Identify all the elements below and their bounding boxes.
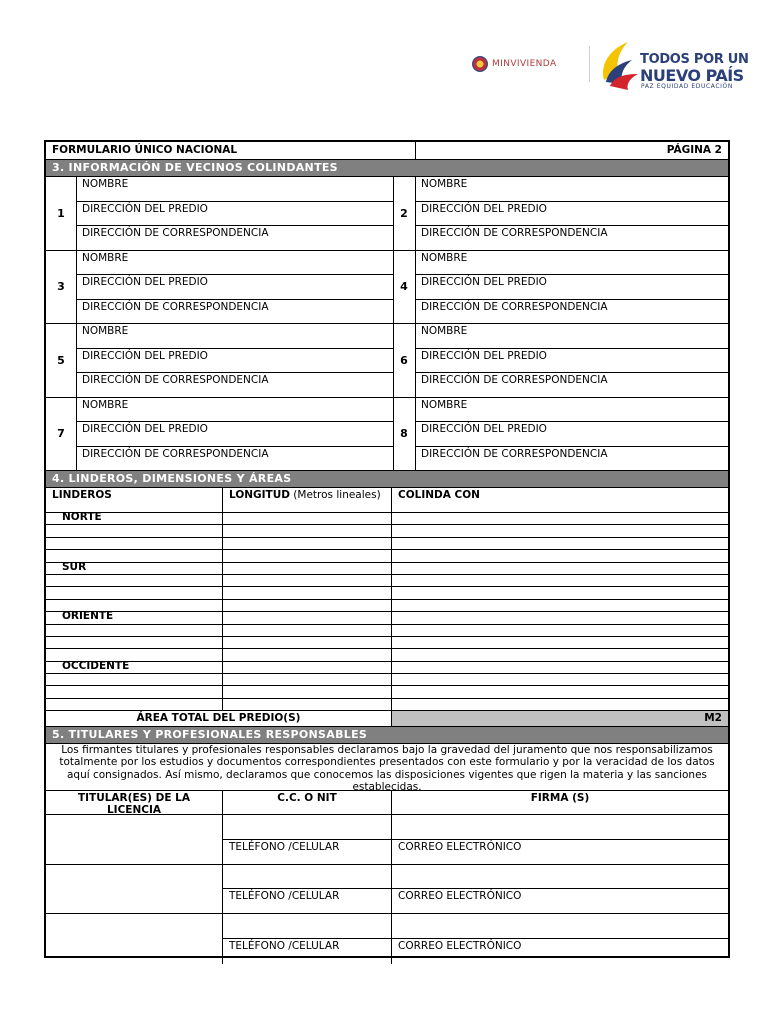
boundary-label-west: OCCIDENTE — [62, 659, 130, 672]
boundary-row[interactable] — [46, 550, 728, 562]
holder-details — [223, 815, 728, 864]
holder-email-field[interactable]: CORREO ELECTRÓNICO — [398, 840, 522, 853]
form-title: FORMULARIO ÚNICO NACIONAL — [46, 142, 416, 159]
holder-signature-field[interactable] — [392, 865, 728, 889]
total-area-label: ÁREA TOTAL DEL PREDIO(S) — [46, 711, 392, 726]
boundary-row[interactable] — [46, 587, 728, 599]
boundary-row[interactable] — [46, 674, 728, 686]
holder-id-field[interactable] — [223, 815, 392, 839]
neighbor-property-address-field[interactable]: DIRECCIÓN DEL PREDIO — [76, 422, 393, 447]
neighbor-property-address-field[interactable]: DIRECCIÓN DEL PREDIO — [415, 349, 728, 374]
holder-id-field[interactable] — [223, 914, 392, 938]
boundaries-header-row — [46, 488, 728, 513]
neighbor-mail-address-field[interactable]: DIRECCIÓN DE CORRESPONDENCIA — [82, 447, 269, 460]
boundary-label-north: NORTE — [62, 511, 102, 523]
holder-row — [46, 865, 728, 915]
flag-swoosh-icon — [598, 36, 642, 92]
neighbor-mail-address-field[interactable]: DIRECCIÓN DE CORRESPONDENCIA — [421, 374, 608, 386]
slogan-line3: PAZ EQUIDAD EDUCACIÓN — [641, 83, 733, 90]
section3-header: 3. INFORMACIÓN DE VECINOS COLINDANTES — [46, 160, 728, 177]
slogan-line2: NUEVO PAÍS — [640, 66, 744, 85]
neighbor-number: 2 — [393, 177, 416, 250]
neighbor-name-field[interactable]: NOMBRE — [76, 177, 393, 202]
neighbor-name-field[interactable]: NOMBRE — [415, 324, 728, 349]
slogan-line1: TODOS POR UN — [640, 52, 749, 67]
holders-header-row — [46, 791, 728, 815]
holder-email-field[interactable]: CORREO ELECTRÓNICO — [398, 890, 522, 903]
boundary-row[interactable] — [46, 538, 728, 550]
col-adjoins-header: COLINDA CON — [398, 489, 480, 501]
neighbor-name-field[interactable]: NOMBRE — [76, 398, 393, 423]
declaration-text: Los firmantes titulares y profesionales responsables declaramos bajo la gravedad del juramento que nos responsabilizamos totalmente por los estudios y documentos correspondientes presentados con este formulario y por la veracidad de los datos aquí consignados. Así mismo, declaramos que conocemos las disposiciones vigentes que rigen la materia y las sanciones establecidas. — [46, 744, 728, 791]
neighbor-number: 5 — [46, 324, 77, 397]
neighbor-property-address-field[interactable]: DIRECCIÓN DEL PREDIO — [76, 202, 393, 227]
neighbor-name-field[interactable]: NOMBRE — [76, 324, 393, 349]
minvivienda-logo — [472, 52, 582, 76]
section5-header: 5. TITULARES Y PROFESIONALES RESPONSABLES — [46, 727, 728, 744]
neighbor-number: 4 — [393, 251, 416, 324]
boundary-label-south: SUR — [62, 560, 87, 573]
neighbor-number: 8 — [393, 398, 416, 471]
boundary-row[interactable] — [46, 612, 728, 624]
boundary-row[interactable] — [46, 625, 728, 637]
neighbor-fields — [76, 177, 394, 250]
neighbor-mail-address-field[interactable]: DIRECCIÓN DE CORRESPONDENCIA — [421, 300, 608, 313]
holder-name-field[interactable] — [46, 914, 223, 964]
boundary-row[interactable] — [46, 649, 728, 661]
total-area-unit: M2 — [704, 712, 722, 725]
col-length-title: LONGITUD — [229, 489, 290, 501]
boundaries-grid — [46, 513, 728, 711]
holder-phone-field[interactable]: TELÉFONO /CELULAR — [223, 889, 392, 913]
neighbor-name-field[interactable]: NOMBRE — [415, 251, 728, 276]
neighbor-fields — [415, 251, 728, 324]
total-area-field[interactable] — [392, 711, 728, 726]
holder-details — [223, 914, 728, 964]
boundary-row[interactable] — [46, 637, 728, 649]
holder-row — [46, 815, 728, 865]
neighbor-fields — [415, 177, 728, 250]
neighbor-mail-address-field[interactable]: DIRECCIÓN DE CORRESPONDENCIA — [82, 227, 269, 239]
neighbor-property-address-field[interactable]: DIRECCIÓN DEL PREDIO — [415, 202, 728, 227]
col-id-header: C.C. O NIT — [223, 791, 392, 814]
neighbor-number: 7 — [46, 398, 77, 471]
holder-details — [223, 865, 728, 914]
neighbor-property-address-field[interactable]: DIRECCIÓN DEL PREDIO — [76, 275, 393, 300]
neighbor-property-address-field[interactable]: DIRECCIÓN DEL PREDIO — [415, 275, 728, 300]
neighbor-mail-address-field[interactable]: DIRECCIÓN DE CORRESPONDENCIA — [421, 447, 608, 460]
boundary-row[interactable] — [46, 659, 728, 674]
neighbor-mail-address-field[interactable]: DIRECCIÓN DE CORRESPONDENCIA — [421, 227, 608, 239]
boundary-row[interactable] — [46, 686, 728, 698]
neighbor-mail-address-field[interactable]: DIRECCIÓN DE CORRESPONDENCIA — [82, 374, 269, 386]
col-signature-header: FIRMA (S) — [530, 792, 590, 805]
neighbor-row — [46, 324, 728, 398]
ministry-logo-text: MINVIVIENDA — [492, 59, 557, 69]
holder-email-field[interactable]: CORREO ELECTRÓNICO — [398, 939, 522, 952]
neighbor-fields — [76, 324, 394, 397]
neighbor-row — [46, 398, 728, 472]
neighbor-property-address-field[interactable]: DIRECCIÓN DEL PREDIO — [415, 422, 728, 447]
neighbor-fields — [76, 251, 394, 324]
form-title-row — [46, 142, 728, 160]
neighbor-number: 3 — [46, 251, 77, 324]
col-holder-header: TITULAR(ES) DE LA LICENCIA — [46, 791, 223, 814]
holder-id-field[interactable] — [223, 865, 392, 889]
holder-signature-field[interactable] — [392, 815, 728, 839]
neighbor-property-address-field[interactable]: DIRECCIÓN DEL PREDIO — [76, 349, 393, 374]
neighbor-fields — [76, 398, 394, 471]
section4-header: 4. LINDEROS, DIMENSIONES Y ÁREAS — [46, 471, 728, 488]
logo-divider — [589, 46, 590, 82]
neighbor-name-field[interactable]: NOMBRE — [415, 398, 728, 423]
col-boundaries-header: LINDEROS — [46, 488, 223, 512]
national-form-page — [44, 140, 730, 958]
holder-row — [46, 914, 728, 964]
holder-signature-field[interactable] — [392, 914, 728, 938]
holder-phone-field[interactable]: TELÉFONO /CELULAR — [223, 840, 392, 864]
neighbor-row — [46, 177, 728, 251]
holder-phone-field[interactable]: TELÉFONO /CELULAR — [223, 939, 392, 964]
neighbor-number: 6 — [393, 324, 416, 397]
neighbor-fields — [415, 324, 728, 397]
holder-name-field[interactable] — [46, 865, 223, 914]
page-number: PÁGINA 2 — [666, 144, 722, 156]
neighbor-name-field[interactable]: NOMBRE — [415, 177, 728, 202]
neighbors-grid — [46, 177, 728, 471]
neighbor-row — [46, 251, 728, 325]
boundary-label-east: ORIENTE — [62, 610, 114, 623]
neighbor-mail-address-field[interactable]: DIRECCIÓN DE CORRESPONDENCIA — [82, 300, 269, 313]
todos-por-un-nuevo-pais-logo — [598, 36, 749, 92]
boundary-row[interactable] — [46, 560, 728, 575]
holder-name-field[interactable] — [46, 815, 223, 864]
neighbor-number: 1 — [46, 177, 77, 250]
boundary-row[interactable] — [46, 525, 728, 537]
boundary-row[interactable] — [46, 699, 728, 711]
col-length-header — [223, 488, 392, 512]
colombia-seal-icon — [472, 56, 488, 72]
total-area-row — [46, 711, 728, 727]
boundary-row[interactable] — [46, 513, 728, 525]
neighbor-name-field[interactable]: NOMBRE — [76, 251, 393, 276]
neighbor-fields — [415, 398, 728, 471]
boundary-row[interactable] — [46, 575, 728, 587]
col-length-unit: (Metros lineales) — [289, 489, 381, 501]
boundary-row[interactable] — [46, 600, 728, 612]
